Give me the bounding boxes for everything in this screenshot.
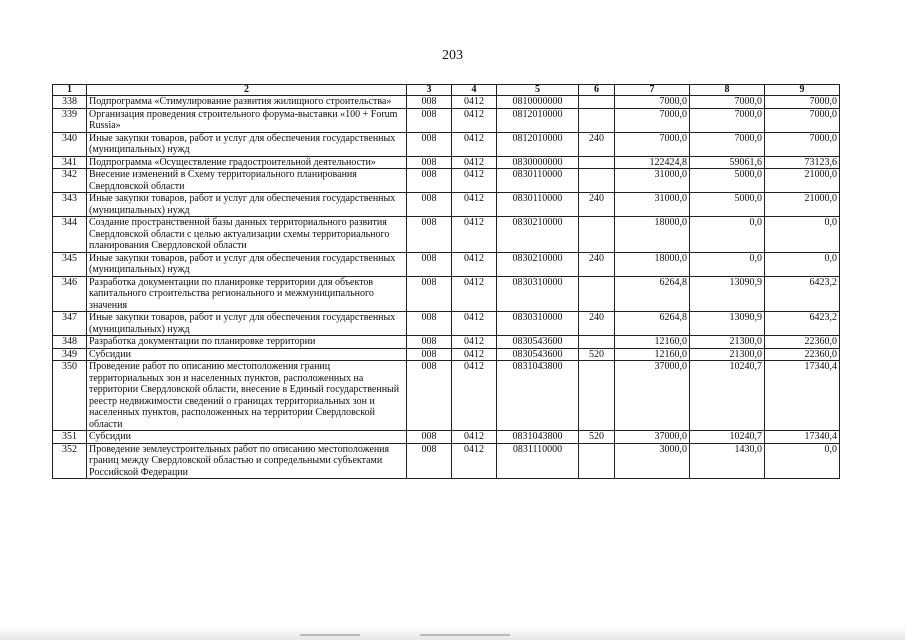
expense-type-code: [579, 276, 615, 312]
ministry-code: 008: [407, 312, 452, 336]
section-code: 0412: [452, 108, 497, 132]
row-name: Субсидии: [87, 348, 407, 361]
header-col-8: 8: [690, 85, 765, 96]
ministry-code: 008: [407, 443, 452, 479]
table-row: [53, 443, 840, 479]
table-row: [53, 217, 840, 253]
row-number: 338: [53, 96, 87, 109]
amount-col-9: 21000,0: [765, 169, 840, 193]
ministry-code: 008: [407, 193, 452, 217]
amount-col-9: 21000,0: [765, 193, 840, 217]
amount-col-9: 6423,2: [765, 312, 840, 336]
section-code: 0412: [452, 217, 497, 253]
expense-type-code: [579, 217, 615, 253]
target-article-code: 0810000000: [497, 96, 579, 109]
section-code: 0412: [452, 361, 497, 431]
table-row: [53, 169, 840, 193]
row-number: 350: [53, 361, 87, 431]
row-name: Создание пространственной базы данных территориального развития Свердловской области с целью актуализации схемы территориального планирования Свердловской области: [87, 217, 407, 253]
row-name: Подпрограмма «Стимулирование развития жилищного строительства»: [87, 96, 407, 109]
ministry-code: 008: [407, 169, 452, 193]
amount-col-9: 22360,0: [765, 348, 840, 361]
table-row: [53, 276, 840, 312]
header-col-3: 3: [407, 85, 452, 96]
target-article-code: 0831043800: [497, 431, 579, 444]
expense-type-code: 520: [579, 431, 615, 444]
ministry-code: 008: [407, 431, 452, 444]
target-article-code: 0830110000: [497, 193, 579, 217]
row-number: 344: [53, 217, 87, 253]
amount-col-9: 7000,0: [765, 96, 840, 109]
target-article-code: 0830110000: [497, 169, 579, 193]
row-number: 348: [53, 336, 87, 349]
row-name: Подпрограмма «Осуществление градостроительной деятельности»: [87, 156, 407, 169]
row-name: Организация проведения строительного форума-выставки «100 + Forum Russia»: [87, 108, 407, 132]
scan-edge: [0, 626, 905, 640]
ministry-code: 008: [407, 132, 452, 156]
section-code: 0412: [452, 312, 497, 336]
row-number: 352: [53, 443, 87, 479]
target-article-code: 0812010000: [497, 108, 579, 132]
table-row: [53, 348, 840, 361]
expense-type-code: 240: [579, 312, 615, 336]
expense-type-code: 240: [579, 193, 615, 217]
amount-col-7: 7000,0: [615, 108, 690, 132]
expense-type-code: 240: [579, 252, 615, 276]
amount-col-7: 18000,0: [615, 217, 690, 253]
row-number: 342: [53, 169, 87, 193]
section-code: 0412: [452, 252, 497, 276]
amount-col-7: 7000,0: [615, 96, 690, 109]
table-row: [53, 312, 840, 336]
section-code: 0412: [452, 336, 497, 349]
row-number: 343: [53, 193, 87, 217]
header-col-6: 6: [579, 85, 615, 96]
row-number: 340: [53, 132, 87, 156]
target-article-code: 0812010000: [497, 132, 579, 156]
amount-col-9: 0,0: [765, 252, 840, 276]
table-row: [53, 252, 840, 276]
amount-col-7: 31000,0: [615, 193, 690, 217]
amount-col-8: 1430,0: [690, 443, 765, 479]
amount-col-9: 7000,0: [765, 108, 840, 132]
header-col-2: 2: [87, 85, 407, 96]
amount-col-8: 0,0: [690, 252, 765, 276]
row-name: Проведение землеустроительных работ по описанию местоположения границ между Свердловской областью и сопредельными субъектами Российской Федерации: [87, 443, 407, 479]
budget-table: [52, 84, 840, 479]
ministry-code: 008: [407, 108, 452, 132]
row-name: Субсидии: [87, 431, 407, 444]
section-code: 0412: [452, 193, 497, 217]
expense-type-code: [579, 108, 615, 132]
table-row: [53, 96, 840, 109]
row-name: Иные закупки товаров, работ и услуг для обеспечения государственных (муниципальных) нужд: [87, 252, 407, 276]
amount-col-8: 59061,6: [690, 156, 765, 169]
expense-type-code: [579, 169, 615, 193]
row-number: 347: [53, 312, 87, 336]
amount-col-7: 37000,0: [615, 431, 690, 444]
amount-col-7: 12160,0: [615, 348, 690, 361]
amount-col-7: 18000,0: [615, 252, 690, 276]
ministry-code: 008: [407, 336, 452, 349]
header-col-4: 4: [452, 85, 497, 96]
target-article-code: 0830310000: [497, 276, 579, 312]
ministry-code: 008: [407, 252, 452, 276]
amount-col-8: 5000,0: [690, 193, 765, 217]
page-number: 203: [442, 48, 463, 63]
section-code: 0412: [452, 431, 497, 444]
section-code: 0412: [452, 169, 497, 193]
row-number: 351: [53, 431, 87, 444]
expense-type-code: [579, 361, 615, 431]
expense-type-code: [579, 336, 615, 349]
amount-col-8: 5000,0: [690, 169, 765, 193]
target-article-code: 0830210000: [497, 252, 579, 276]
row-number: 349: [53, 348, 87, 361]
ministry-code: 008: [407, 96, 452, 109]
row-number: 339: [53, 108, 87, 132]
target-article-code: 0830543600: [497, 348, 579, 361]
expense-type-code: [579, 96, 615, 109]
table-row: [53, 193, 840, 217]
expense-type-code: 240: [579, 132, 615, 156]
amount-col-8: 10240,7: [690, 361, 765, 431]
amount-col-9: 17340,4: [765, 361, 840, 431]
amount-col-9: 6423,2: [765, 276, 840, 312]
amount-col-8: 13090,9: [690, 276, 765, 312]
amount-col-8: 10240,7: [690, 431, 765, 444]
target-article-code: 0831043800: [497, 361, 579, 431]
amount-col-8: 0,0: [690, 217, 765, 253]
row-number: 341: [53, 156, 87, 169]
amount-col-8: 7000,0: [690, 108, 765, 132]
amount-col-8: 21300,0: [690, 348, 765, 361]
expense-type-code: [579, 156, 615, 169]
target-article-code: 0830000000: [497, 156, 579, 169]
amount-col-7: 7000,0: [615, 132, 690, 156]
amount-col-9: 73123,6: [765, 156, 840, 169]
header-col-5: 5: [497, 85, 579, 96]
section-code: 0412: [452, 443, 497, 479]
scan-artifact: [300, 634, 360, 636]
amount-col-7: 122424,8: [615, 156, 690, 169]
table-header-row: [53, 85, 840, 96]
amount-col-9: 22360,0: [765, 336, 840, 349]
ministry-code: 008: [407, 361, 452, 431]
section-code: 0412: [452, 96, 497, 109]
row-number: 346: [53, 276, 87, 312]
target-article-code: 0830310000: [497, 312, 579, 336]
target-article-code: 0831110000: [497, 443, 579, 479]
section-code: 0412: [452, 132, 497, 156]
header-col-9: 9: [765, 85, 840, 96]
ministry-code: 008: [407, 276, 452, 312]
table-row: [53, 431, 840, 444]
section-code: 0412: [452, 156, 497, 169]
amount-col-7: 12160,0: [615, 336, 690, 349]
row-name: Иные закупки товаров, работ и услуг для обеспечения государственных (муниципальных) нужд: [87, 312, 407, 336]
section-code: 0412: [452, 348, 497, 361]
amount-col-7: 37000,0: [615, 361, 690, 431]
row-name: Внесение изменений в Схему территориального планирования Свердловской области: [87, 169, 407, 193]
table-row: [53, 156, 840, 169]
row-number: 345: [53, 252, 87, 276]
target-article-code: 0830210000: [497, 217, 579, 253]
amount-col-7: 3000,0: [615, 443, 690, 479]
amount-col-8: 7000,0: [690, 96, 765, 109]
amount-col-9: 17340,4: [765, 431, 840, 444]
row-name: Проведение работ по описанию местоположения границ территориальных зон и населенных пунктов, расположенных на территории Свердловской области, внесение в Единый государственный реестр недвижимости сведений о границах территориальных зон и населенных пунктов, расположенных на территории Свердловской области: [87, 361, 407, 431]
table-row: [53, 108, 840, 132]
table-row: [53, 361, 840, 431]
amount-col-8: 13090,9: [690, 312, 765, 336]
amount-col-9: 0,0: [765, 217, 840, 253]
row-name: Разработка документации по планировке территории: [87, 336, 407, 349]
ministry-code: 008: [407, 348, 452, 361]
expense-type-code: [579, 443, 615, 479]
amount-col-8: 7000,0: [690, 132, 765, 156]
row-name: Разработка документации по планировке территории для объектов капитального строительства регионального и межмуниципального значения: [87, 276, 407, 312]
header-col-1: 1: [53, 85, 87, 96]
table-row: [53, 336, 840, 349]
section-code: 0412: [452, 276, 497, 312]
expense-type-code: 520: [579, 348, 615, 361]
row-name: Иные закупки товаров, работ и услуг для обеспечения государственных (муниципальных) нужд: [87, 193, 407, 217]
amount-col-7: 6264,8: [615, 276, 690, 312]
header-col-7: 7: [615, 85, 690, 96]
ministry-code: 008: [407, 156, 452, 169]
amount-col-7: 6264,8: [615, 312, 690, 336]
amount-col-8: 21300,0: [690, 336, 765, 349]
table-row: [53, 132, 840, 156]
target-article-code: 0830543600: [497, 336, 579, 349]
scan-artifact: [420, 634, 510, 636]
ministry-code: 008: [407, 217, 452, 253]
amount-col-9: 7000,0: [765, 132, 840, 156]
amount-col-9: 0,0: [765, 443, 840, 479]
row-name: Иные закупки товаров, работ и услуг для обеспечения государственных (муниципальных) нужд: [87, 132, 407, 156]
amount-col-7: 31000,0: [615, 169, 690, 193]
